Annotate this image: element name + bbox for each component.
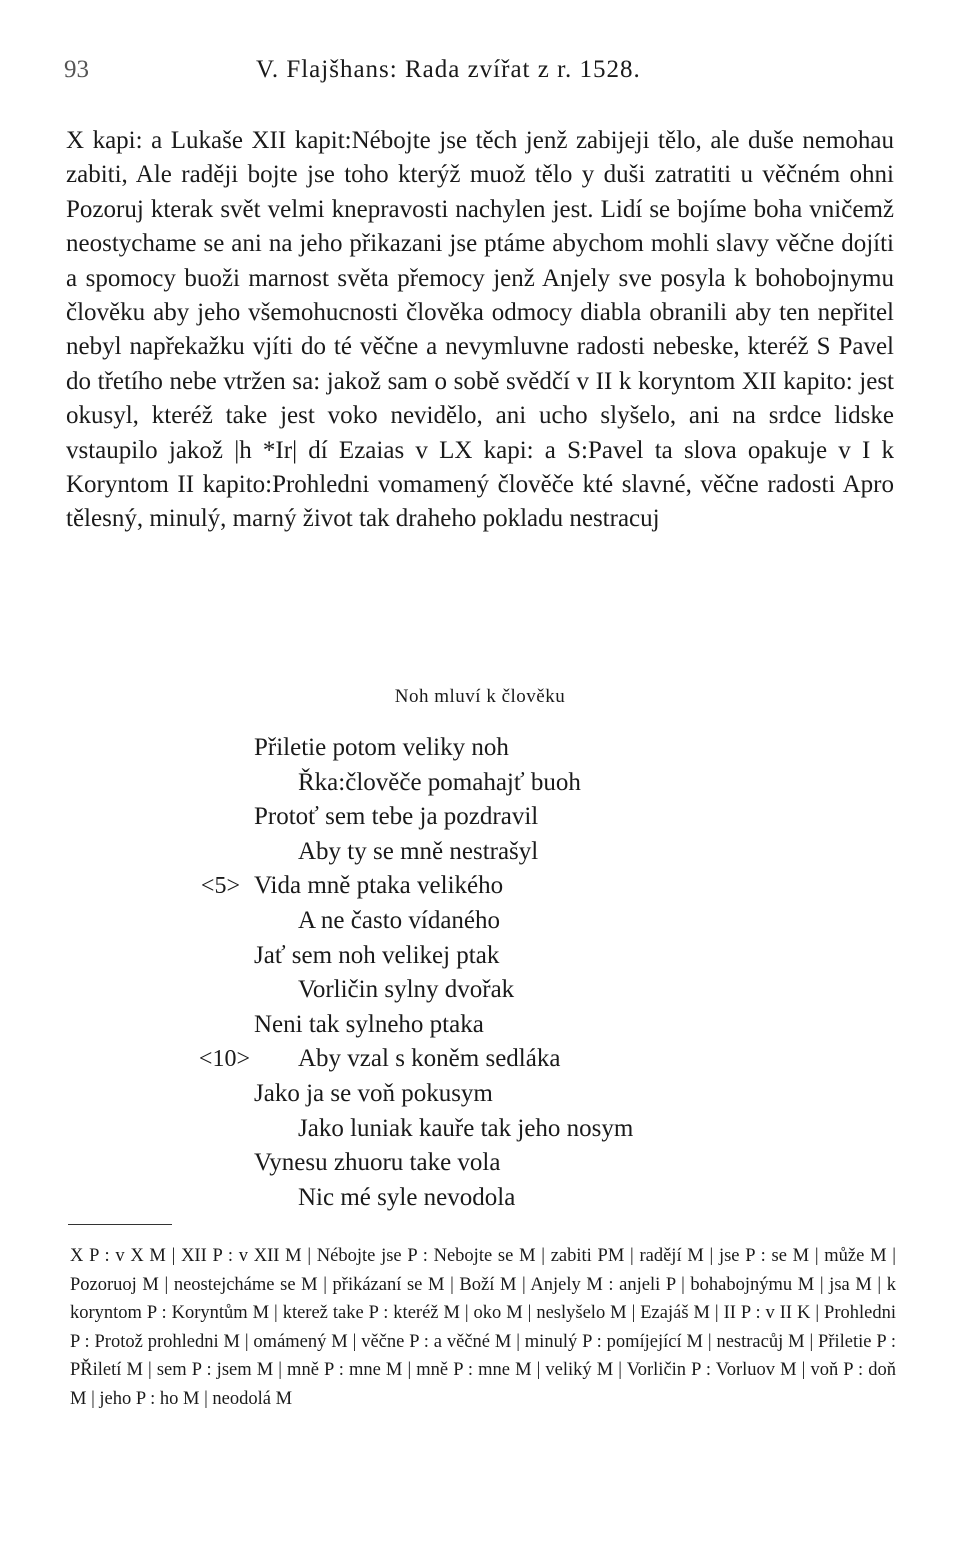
- poem-verse: Řka:člověče pomahajť buoh: [298, 768, 581, 796]
- poem-verse: Přiletie potom veliky noh: [254, 734, 509, 761]
- poem-verse: Jako ja se voň pokusym: [254, 1080, 493, 1107]
- poem-verse: Neni tak sylneho ptaka: [254, 1010, 484, 1038]
- poem-verse: Jako luniak kauře tak jeho nosym: [298, 1114, 634, 1142]
- verse-line-number: <10>: [198, 1046, 250, 1073]
- poem-verse: Vynesu zhuoru take vola: [254, 1149, 501, 1177]
- critical-apparatus: X P : v X M | XII P : v XII M | Nébojte jse P : Nebojte se M | zabiti PM | radějí M | jse P : se M | může M | Pozoruoj M | neostejcháme se M | přikázaní se M | Boží M | Anjely M : anjeli P | bohabojnýmu M | jsa M | k koryntom P : Koryntům M | kterež take P : kteréž M | oko M | neslyšelo M | Ezajáš M | II P : v II K | Prohledni P : Protož prohledni M | omámený M | věčne P : a věčné M | minulý P : pomíjející M | nestracůj M | Přiletie P : PŘiletí M | sem P : jsem M | mně P : mne M | mně P : mne M | veliký M | Vorličin P : Vorluov M | voň P : doň M | jeho P : ho M | neodolá M: [70, 1246, 896, 1409]
- poem-verse: Nic mé syle nevodola: [298, 1183, 516, 1211]
- running-title: V. Flajšhans: Rada zvířat z r. 1528.: [256, 56, 641, 83]
- page-header: [64, 56, 896, 88]
- verse-line-number: <5>: [200, 873, 240, 900]
- page-number: 93: [64, 56, 89, 83]
- section-heading: Noh mluví k člověku: [394, 686, 566, 707]
- poem-verse: Aby ty se mně nestrašyl: [298, 837, 539, 865]
- poem-verse: Aby vzal s koněm sedláka: [298, 1045, 561, 1073]
- poem-verse: A ne často vídaného: [298, 907, 501, 934]
- poem-verse: Vorličin sylny dvořak: [298, 976, 515, 1004]
- poem-verse: Jať sem noh velikej ptak: [254, 941, 500, 969]
- prose-paragraph: X kapi: a Lukaše XII kapit:Nébojte jse těch jenž zabijeji tělo, ale duše nemohau zabiti, Ale raději bojte jse toho kterýž muož tělo y duši zatratiti u věčném ohni Pozoruj kterak svět velmi knepravosti nachylen jest. Lidí se bojíme boha vničemž neostychame se ani na jeho přikazani jse ptáme abychom mohli slavy věčne dojíti a spomocy buoži marnost světa přemocy jenž Anjely sve posyla k bohobojnymu člověku aby jeho všemohucnosti člověka odmocy diabla obranili aby ten nepřitel nebyl napřekažku vjíti do té věčne a nevymluvne radosti nebeske, kteréž S Pavel do třetího nebe vtržen sa: jakož sam o sobě svědčí v II k koryntom XII kapito: jest okusyl, kteréž take jest voko nevidělo, ani ucho slyšelo, ani na srdce lidske vstaupilo jakož |h *Ir| dí Ezaias v LX kapi: a S:Pavel ta slova opakuje v I k Koryntom II kapito:Prohledni vomamený člověče kté slavné, věčne radosti Apro tělesný, minulý, marný život tak draheho pokladu nestracuj: [66, 127, 894, 533]
- footnote-rule: [68, 1224, 172, 1225]
- poem-verse: Vida mně ptaka velikého: [254, 872, 504, 900]
- poem-verse: Protoť sem tebe ja pozdravil: [254, 803, 539, 831]
